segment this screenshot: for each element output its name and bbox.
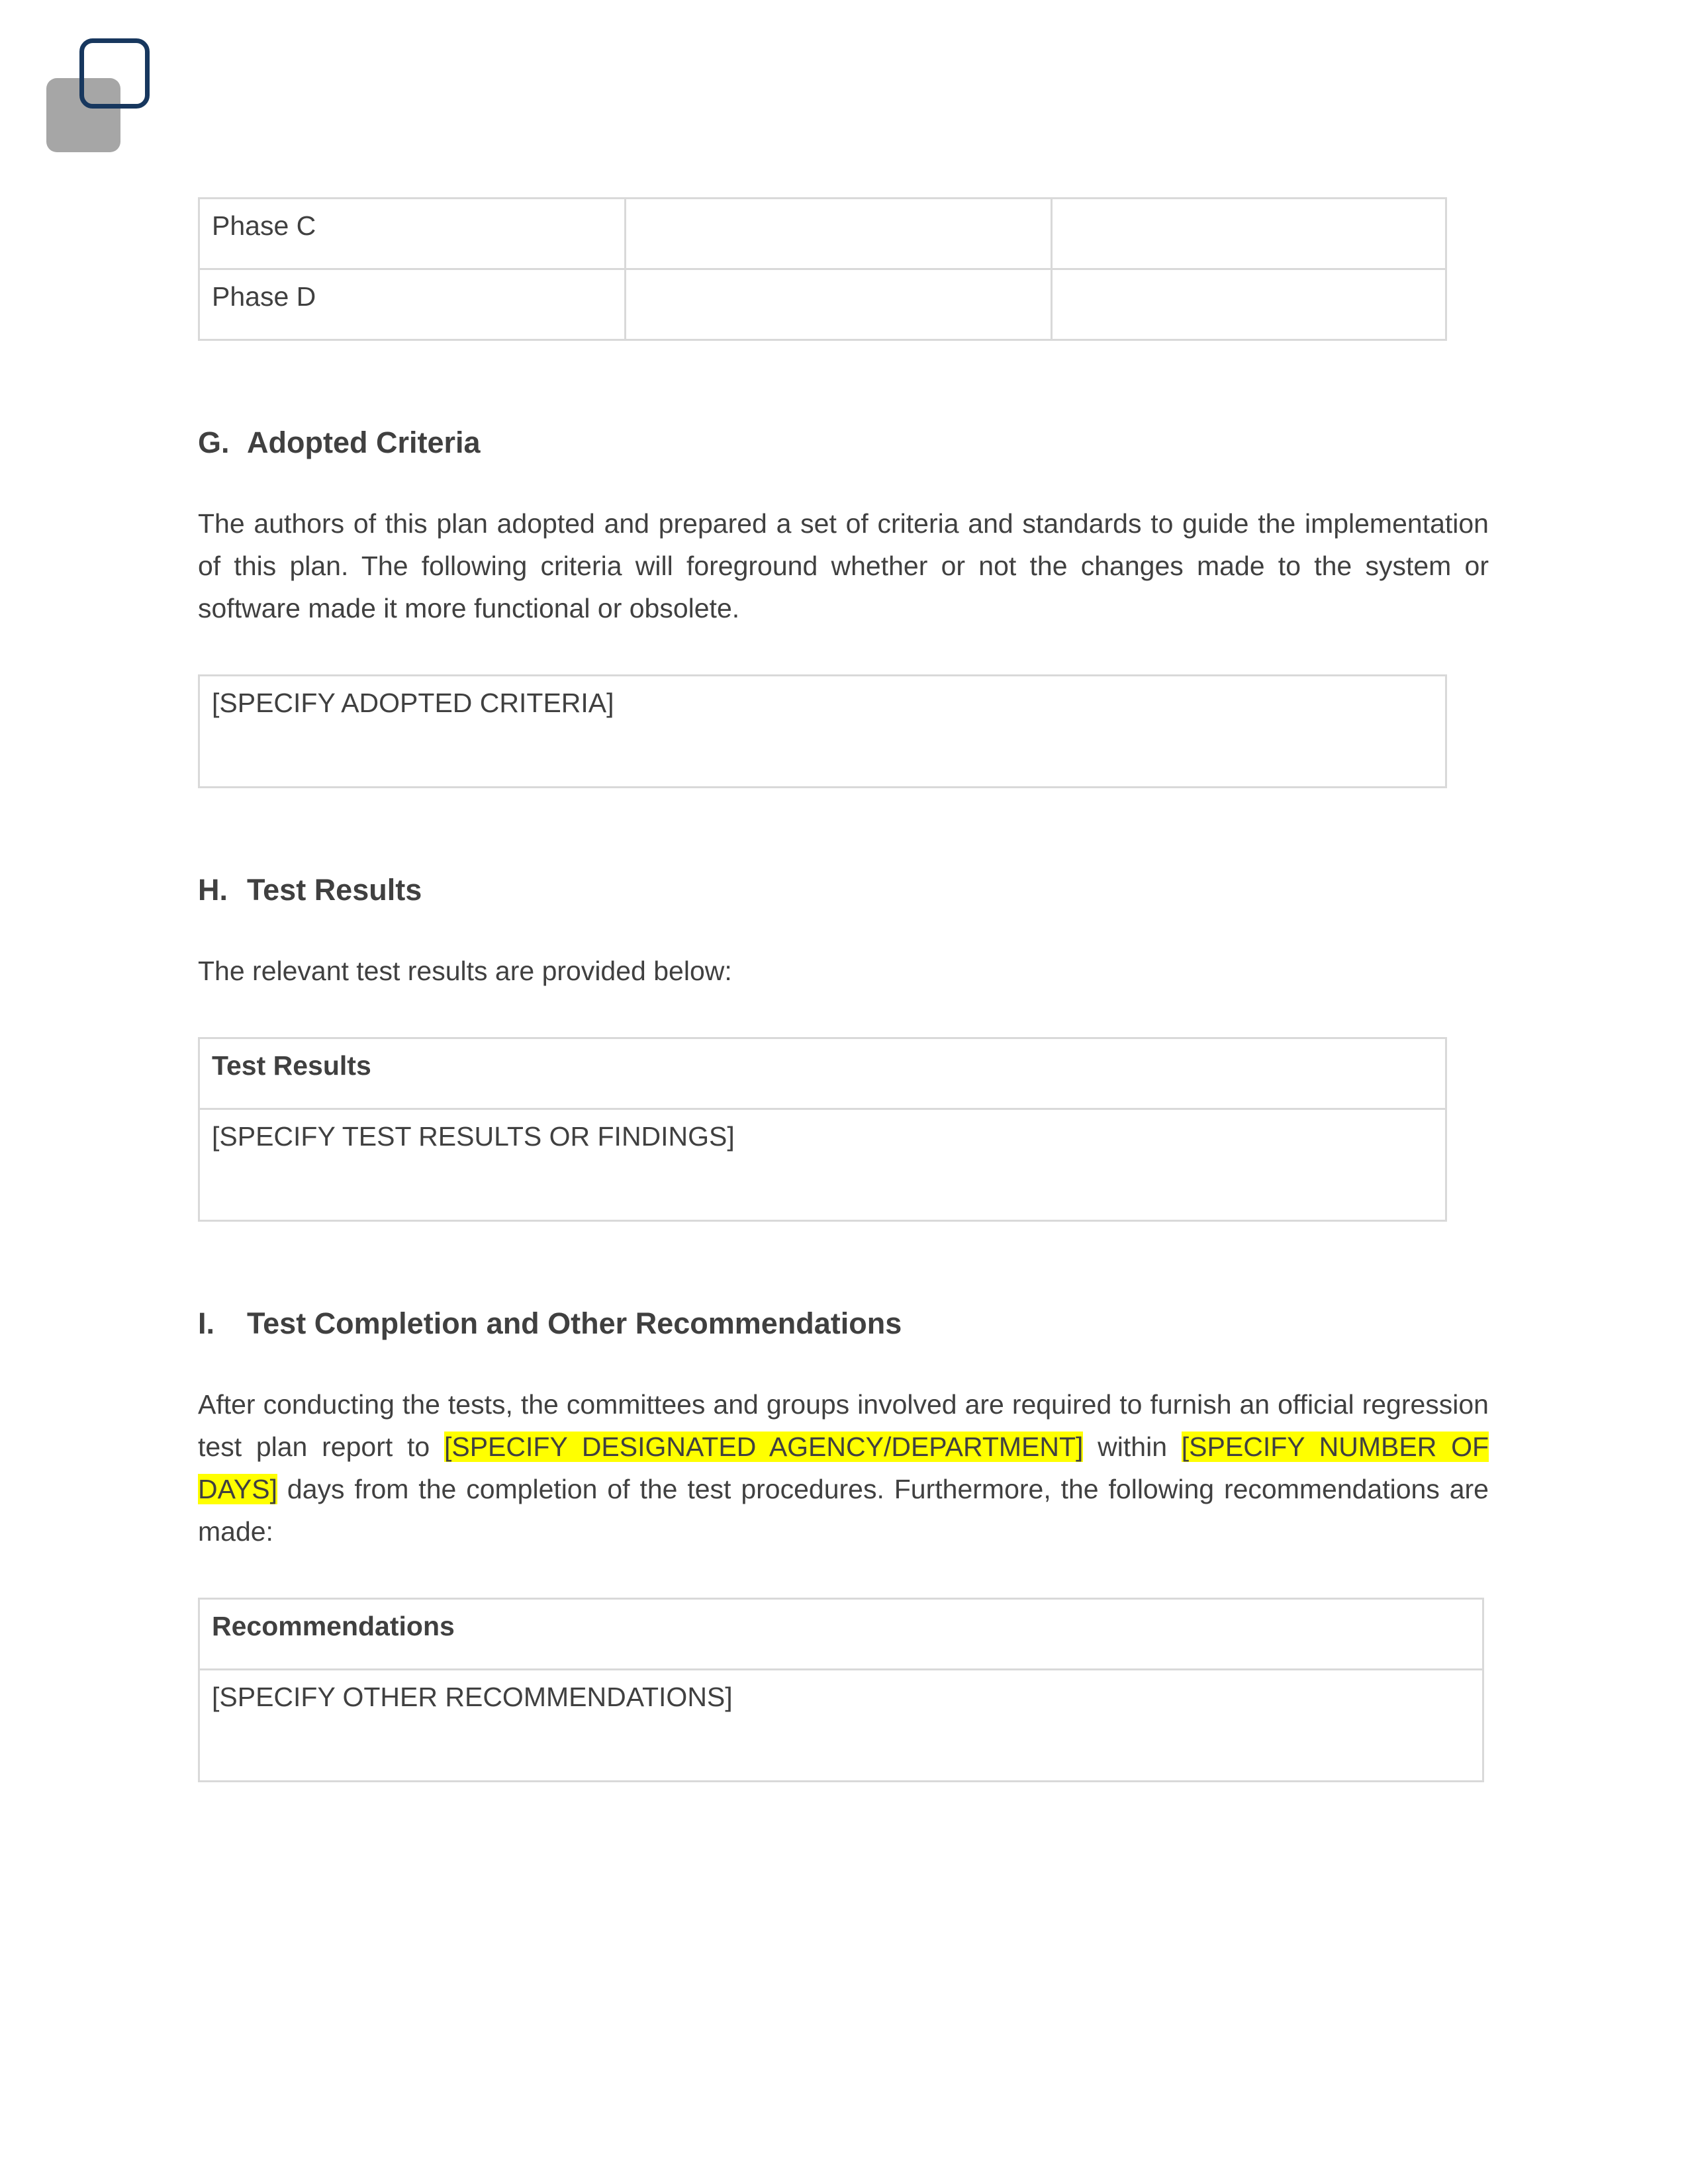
- table-row: [199, 676, 1446, 788]
- table-cell: [1052, 269, 1446, 340]
- table-row: [199, 269, 1446, 340]
- section-title: Adopted Criteria: [247, 426, 481, 459]
- adopted-criteria-text: [SPECIFY ADOPTED CRITERIA]: [199, 676, 1446, 788]
- section-title: Test Completion and Other Recommendations: [247, 1306, 902, 1340]
- table-header: Test Results: [199, 1038, 1446, 1109]
- table-cell: [626, 269, 1052, 340]
- section-heading-g: [198, 426, 1489, 460]
- table-row: [199, 1599, 1483, 1670]
- highlighted-placeholder: [SPECIFY NUMBER OF DAYS]: [198, 1432, 1489, 1504]
- test-results-table: [198, 1037, 1447, 1222]
- table-cell: [1052, 199, 1446, 269]
- highlighted-placeholder: [SPECIFY DESIGNATED AGENCY/DEPARTMENT]: [444, 1432, 1084, 1462]
- table-cell: [626, 199, 1052, 269]
- section-i-paragraph: [198, 1383, 1489, 1553]
- phase-table: [198, 197, 1447, 341]
- table-row: [199, 1038, 1446, 1109]
- table-row: [199, 199, 1446, 269]
- document-body: [198, 197, 1489, 1782]
- logo-outline-square: [79, 38, 150, 109]
- table-cell: [SPECIFY TEST RESULTS OR FINDINGS]: [199, 1109, 1446, 1221]
- adopted-criteria-box: [198, 674, 1447, 788]
- paragraph-text: After conducting the tests, the committees and groups involved are required to furnish an official regression test plan report to: [198, 1389, 1489, 1462]
- section-title: Test Results: [247, 873, 422, 907]
- paragraph-text: days from the completion of the test procedures. Furthermore, the following recommendations are made:: [198, 1474, 1489, 1547]
- recommendations-table: [198, 1598, 1484, 1782]
- paragraph-text: within: [1083, 1432, 1182, 1462]
- section-h-paragraph: The relevant test results are provided below:: [198, 956, 732, 986]
- section-letter: I.: [198, 1306, 215, 1340]
- section-letter: H.: [198, 873, 228, 907]
- section-letter: G.: [198, 426, 230, 459]
- phase-label: Phase C: [199, 199, 626, 269]
- table-header: Recommendations: [199, 1599, 1483, 1670]
- table-row: [199, 1109, 1446, 1221]
- table-cell: [SPECIFY OTHER RECOMMENDATIONS]: [199, 1670, 1483, 1782]
- company-logo: [46, 37, 160, 154]
- phase-label: Phase D: [199, 269, 626, 340]
- table-row: [199, 1670, 1483, 1782]
- section-g-paragraph: The authors of this plan adopted and prepared a set of criteria and standards to guide the implementation of this plan. The following criteria will foreground whether or not the changes made to the system or software made it more functional or obsolete.: [198, 508, 1489, 623]
- section-heading-h: [198, 873, 1489, 907]
- section-heading-i: [198, 1306, 1489, 1341]
